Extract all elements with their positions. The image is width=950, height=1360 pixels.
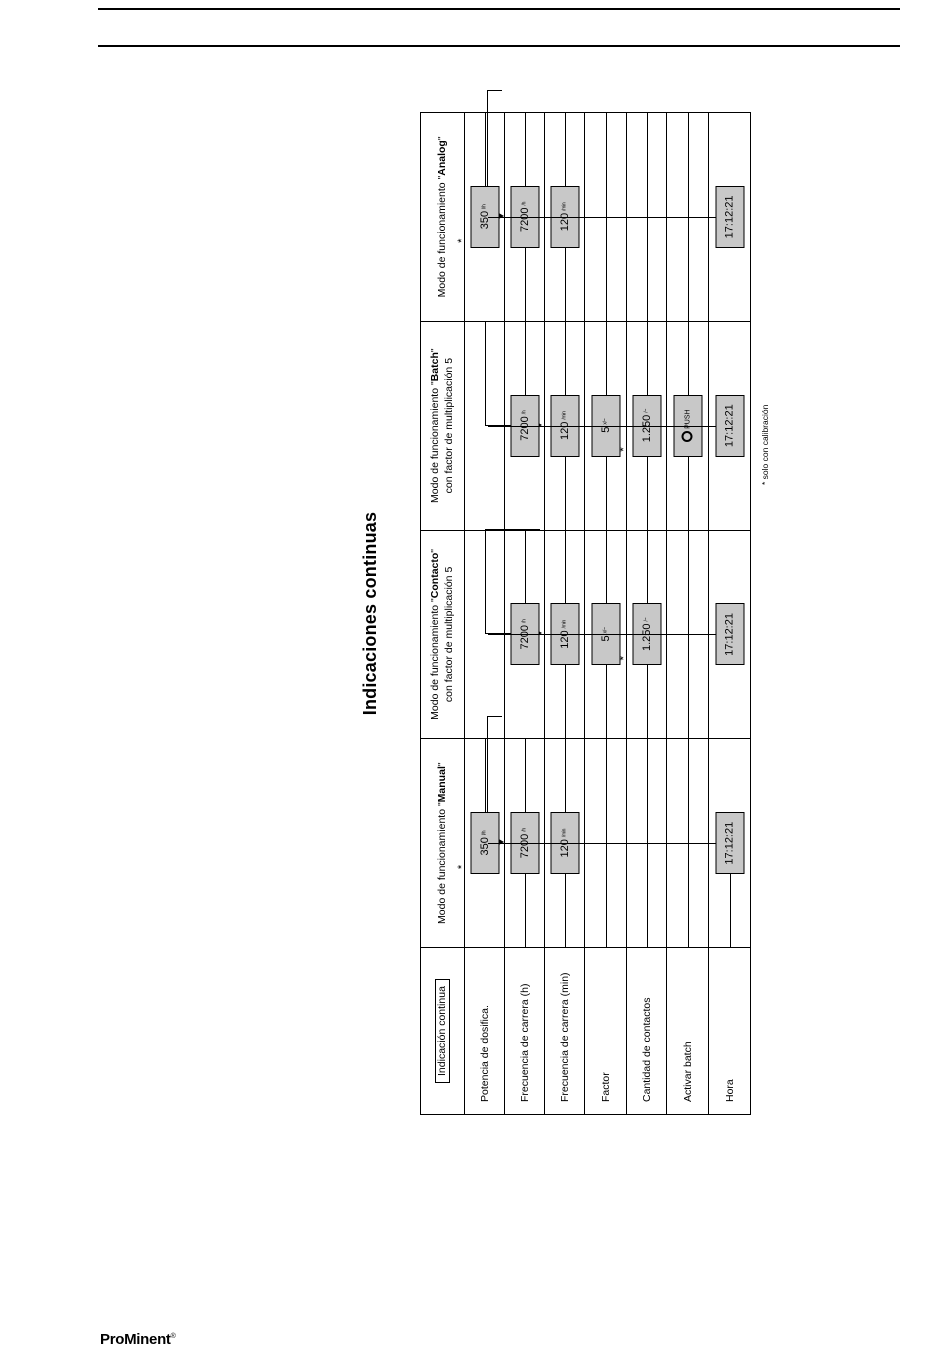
mode-name: Manual <box>435 766 448 803</box>
table-row <box>627 113 667 1115</box>
row-label: Cantidad de contactos <box>627 948 667 1115</box>
mode-name: Contacto <box>429 552 442 599</box>
column-header-batch: Modo de funcionamiento "Batch" con factor de multiplicación 5 <box>421 321 465 530</box>
lcd-display: 17:12:21 <box>715 812 744 874</box>
row-label: Potencia de dosifica. <box>465 948 505 1115</box>
footnote: * solo con calibración <box>760 404 770 485</box>
rotated-table-block <box>360 112 770 1115</box>
mode-name: Analog <box>435 140 448 176</box>
lcd-display: 120/min <box>550 395 579 457</box>
lcd-display: 7200/h <box>510 603 539 665</box>
corner-label: Indicación continua <box>435 979 451 1083</box>
lcd-display: 7200/h <box>510 395 539 457</box>
lcd-display: 350l/h <box>470 812 499 874</box>
header-rule-bottom <box>98 45 900 47</box>
lcd-display: 350l/h <box>470 186 499 248</box>
calibration-asterisk: * <box>455 238 468 243</box>
lcd-display: PUSH <box>673 395 702 457</box>
lcd-display: 17:12:21 <box>715 395 744 457</box>
table-row <box>667 113 709 1115</box>
row-label: Activar batch <box>667 948 709 1115</box>
column-header-analog: Modo de funcionamiento "Analog" <box>421 113 465 322</box>
table-row <box>545 113 585 1115</box>
calibration-asterisk: * <box>455 864 468 870</box>
cycle-line <box>488 217 730 218</box>
page-title: Indicaciones continuas <box>360 511 380 716</box>
cycle-line <box>488 634 730 635</box>
header-rule-top <box>98 8 900 10</box>
row-label: Frecuencia de carrera (min) <box>545 948 585 1115</box>
row-label: Hora <box>709 948 751 1115</box>
lcd-display: 120/min <box>550 603 579 665</box>
row-label: Frecuencia de carrera (h) <box>505 948 545 1115</box>
lcd-display: 5x/~ <box>591 603 620 665</box>
table-row <box>585 113 627 1115</box>
lcd-display: 7200/h <box>510 186 539 248</box>
continuous-display-table <box>420 112 751 1115</box>
column-header-manual: Modo de funcionamiento "Manual" <box>421 739 465 948</box>
mode-name: Batch <box>429 352 442 382</box>
table-row <box>709 113 751 1115</box>
lcd-display: 5x/~ <box>591 395 620 457</box>
lcd-display: 120/min <box>550 186 579 248</box>
corner-cell <box>421 948 465 1115</box>
lcd-display: 1.250/~ <box>632 603 661 665</box>
row-label: Factor <box>585 948 627 1115</box>
lcd-display: 17:12:21 <box>715 186 744 248</box>
calibration-asterisk: * <box>617 447 630 452</box>
push-button-icon <box>682 431 693 442</box>
lcd-display: 120/min <box>550 812 579 874</box>
table-row <box>505 113 545 1115</box>
cycle-line <box>488 426 730 427</box>
table-header-row <box>421 113 465 1115</box>
cycle-line <box>488 843 730 844</box>
column-header-contacto: Modo de funcionamiento "Contacto" con factor de multiplicación 5 <box>421 530 465 739</box>
prominent-logo: ProMinent® <box>100 1331 176 1348</box>
lcd-display: 7200/h <box>510 812 539 874</box>
calibration-asterisk: * <box>617 656 630 661</box>
lcd-display: 1.250/~ <box>632 395 661 457</box>
lcd-display: 17:12:21 <box>715 603 744 665</box>
